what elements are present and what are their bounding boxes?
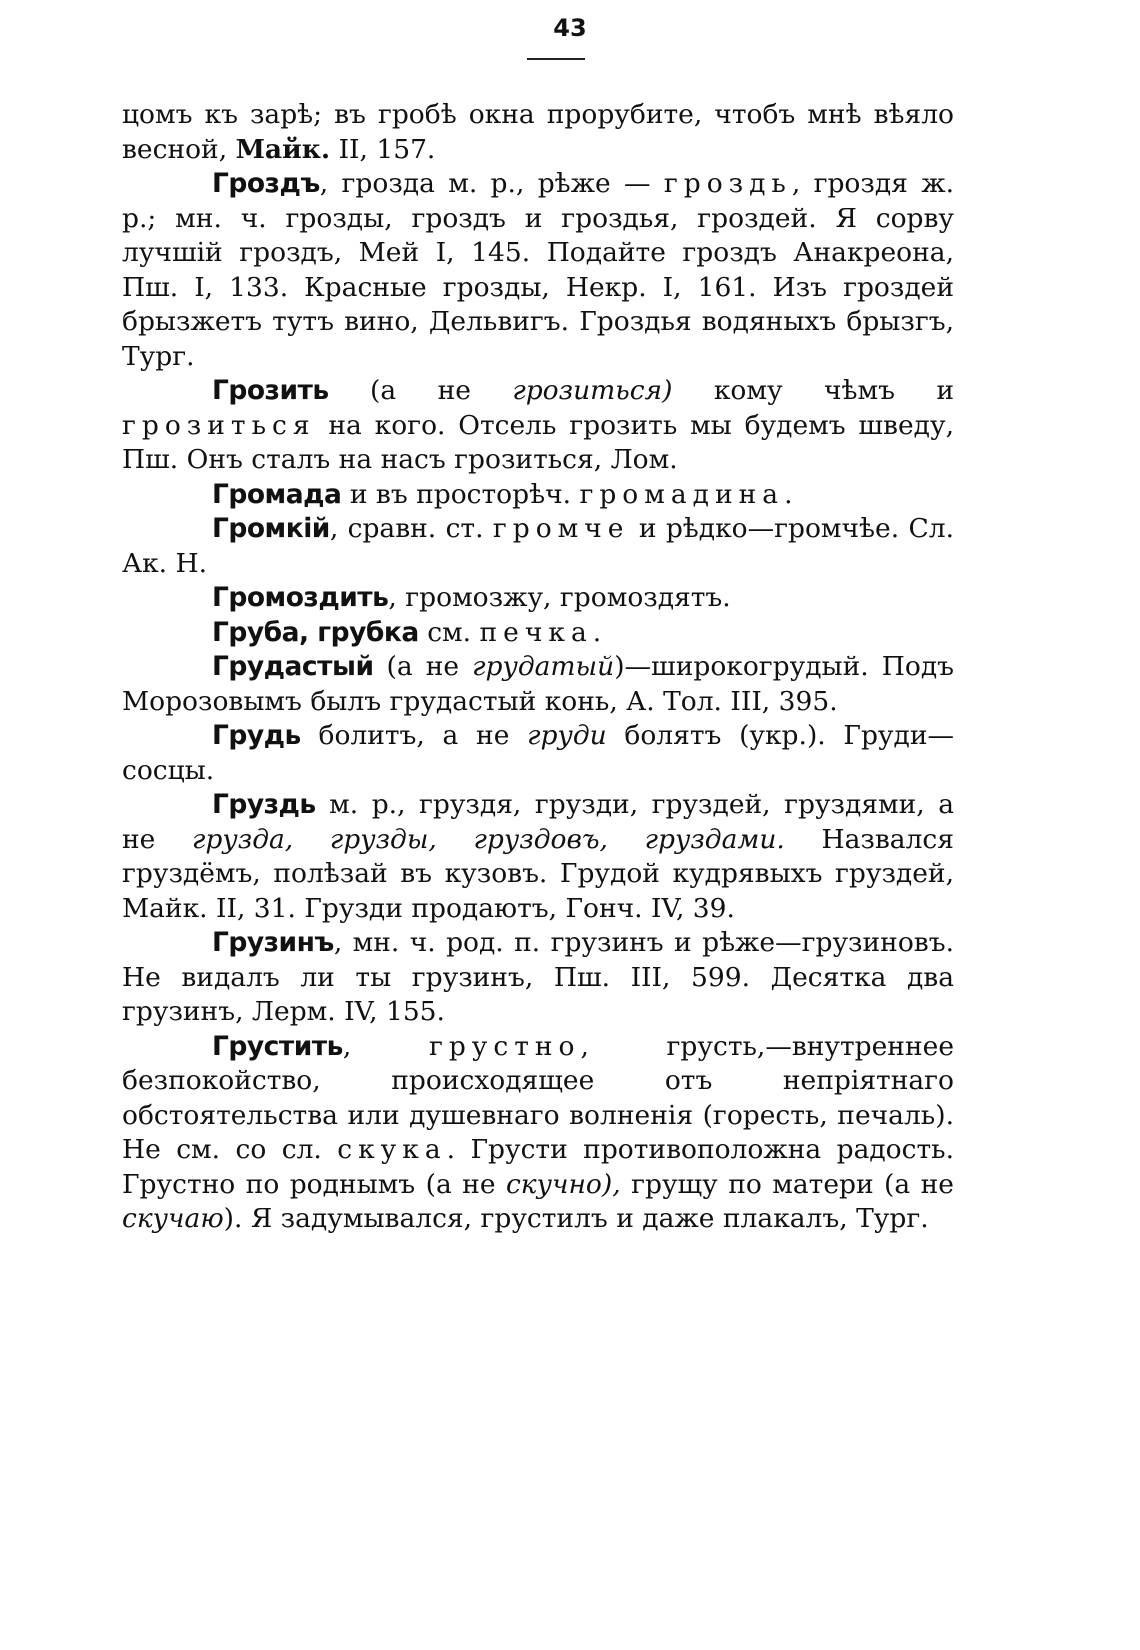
page-number-rule [527, 58, 585, 60]
headword: Громкій [212, 513, 330, 544]
entry-grudastyy [122, 650, 954, 719]
entry-gromada [122, 478, 954, 513]
spaced-term: скука [337, 1134, 447, 1165]
continuation-paragraph [122, 98, 954, 167]
entry-grozd [122, 167, 954, 374]
entry-text: , грозда м. р., рѣже — [319, 168, 651, 199]
entry-grozit [122, 374, 954, 478]
entry-text: болятъ (укр.). Груди—сосцы. [122, 720, 954, 786]
headword: Грустить [212, 1030, 343, 1062]
headword: Грозить [212, 375, 329, 406]
italic-term: грузда, грузды, груздовъ, груздами. [192, 823, 785, 855]
page-text [122, 98, 954, 1237]
entry-text: и въ просторѣч. [341, 478, 580, 510]
page-number: 43 [553, 14, 587, 42]
headword: Груба, грубка [212, 616, 419, 648]
entry-text: , мн. ч. род. п. грузинъ и рѣже—грузиновъ. Не видалъ ли ты грузинъ, Пш. III, 599. Десятка два грузинъ, Лерм. IV, 155. [122, 927, 954, 1027]
entry-text: . Грусти противоположна радость. Грустно по роднымъ (а не [122, 1134, 954, 1200]
entry-text: ). Я задумывался, грустилъ и даже плакалъ, Тург. [223, 1203, 929, 1234]
entry-text: (а не [373, 651, 473, 682]
entry-gruba [122, 616, 954, 651]
entry-text: , сравн. ст. [329, 513, 493, 544]
entry-text: кому чѣмъ и [672, 375, 954, 406]
entry-grud [122, 719, 954, 788]
entry-text: . [592, 616, 602, 648]
entry-text: )—широкогрудый. Подъ Морозовымъ былъ грудастый конь, А. Тол. III, 395. [122, 651, 954, 717]
continuation-ref-number: II, 157. [338, 133, 436, 165]
continuation-ref: Майк. [235, 133, 331, 165]
entry-text: , [342, 1030, 429, 1062]
spaced-term: грустно [428, 1030, 581, 1062]
headword: Грудь [212, 720, 301, 751]
entry-text: м. р., груздя, грузди, груздей, груздями, а не [122, 789, 954, 855]
spaced-term: гроздь [663, 168, 792, 199]
entry-text: на кого. Отсель грозить мы будемъ шведу, Пш. Онъ сталъ на насъ грозиться, Лом. [122, 409, 954, 475]
entry-gruzd [122, 788, 954, 926]
entry-text: болитъ, а не [300, 720, 528, 751]
entry-text: грущу по матери (а не [620, 1168, 954, 1200]
headword: Грузинъ [212, 927, 334, 958]
entry-text: см. [418, 616, 480, 648]
spaced-term: громче [492, 513, 630, 544]
entry-text: (а не [328, 375, 513, 406]
headword: Груздь [212, 789, 316, 820]
entry-text: , гроздя ж. р.; мн. ч. грозды, гроздъ и гроздья, гроздей. Я сорву лучшій гроздъ, Мей I, 145. Подайте гроздъ Анакреона, Пш. I, 133. Красные грозды, Некр. I, 161. Изъ гроздей брызжетъ тутъ вино, Дельвигъ. Гроздья водяныхъ брызгъ, Тург. [122, 168, 954, 372]
entry-gruzin [122, 926, 954, 1030]
spaced-term: громадина [579, 478, 785, 510]
entry-grustit [122, 1030, 954, 1237]
entry-gromozdit [122, 581, 954, 616]
continuation-text: цомъ къ зарѣ; въ гробѣ окна прорубите, чтобъ мнѣ вѣяло весной, [122, 99, 954, 165]
spaced-term: грозиться [122, 409, 316, 441]
headword: Гроздъ [212, 168, 320, 199]
entry-text: Назвался груздёмъ, полѣзай въ кузовъ. Грудой кудрявыхъ груздей, Майк. II, 31. Грузди продаютъ, Гонч. IV, 39. [122, 823, 954, 924]
entry-gromkiy [122, 512, 954, 581]
headword: Громоздить [212, 582, 389, 613]
italic-term: груди [527, 720, 607, 751]
headword: Грудастый [212, 651, 374, 682]
entry-text: . [784, 478, 793, 510]
spaced-term: печка [479, 616, 593, 648]
italic-term: грудатый [472, 651, 615, 682]
entry-text: , грусть,—внутреннее безпокойство, происходящее отъ непріятнаго обстоятельства или душевнаго волненія (горесть, печаль). Не см. со сл. [122, 1030, 954, 1165]
italic-term: скучаю [122, 1203, 224, 1234]
headword: Громада [212, 478, 342, 510]
entry-text: , громозжу, громоздятъ. [388, 582, 731, 613]
italic-term: грозиться) [512, 375, 673, 406]
entry-text: и рѣдко—громчѣе. Сл. Ак. Н. [122, 513, 955, 579]
italic-term: скучно), [505, 1168, 621, 1200]
